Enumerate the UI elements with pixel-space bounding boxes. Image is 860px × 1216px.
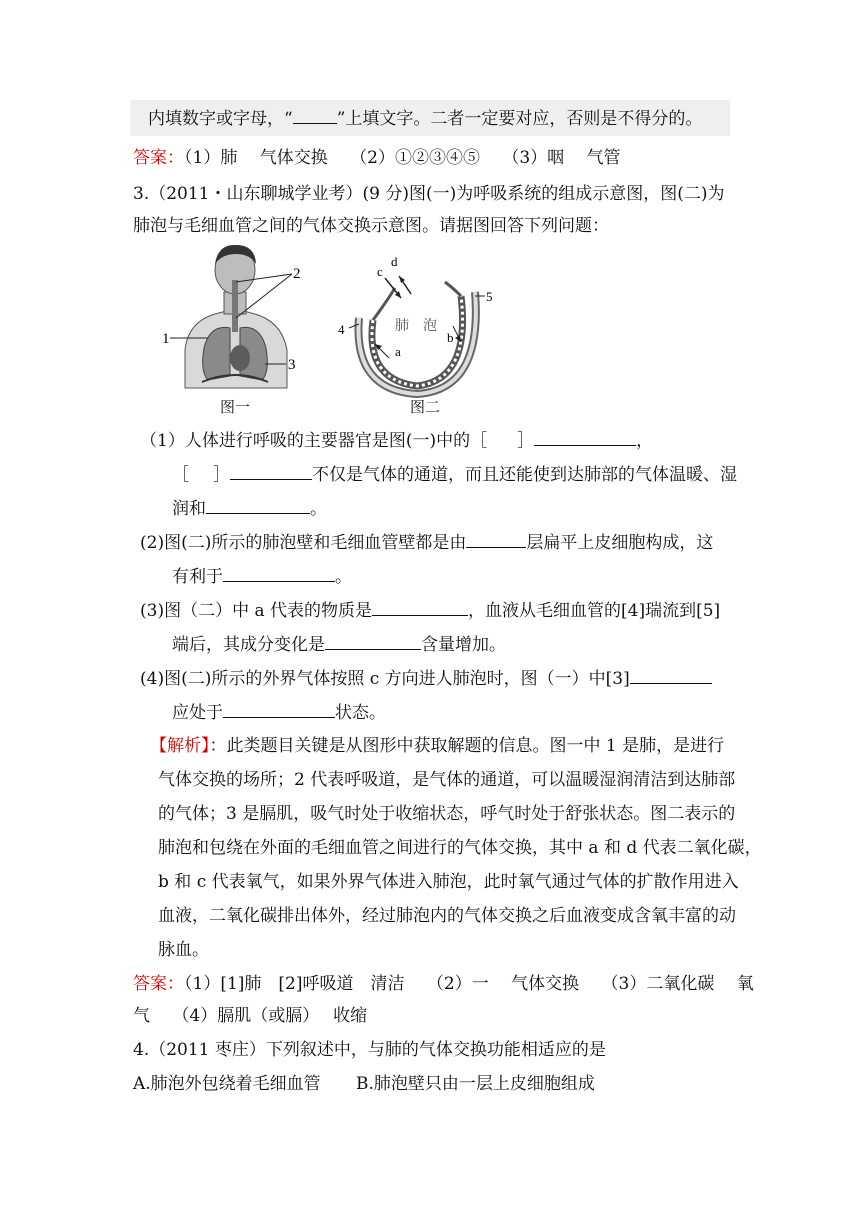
- sub-question-2-line2: 有利于 。: [172, 564, 352, 589]
- fig2-label-a: a: [395, 344, 401, 359]
- figure-2-caption: 图二: [410, 398, 441, 416]
- blank-4-state[interactable]: [223, 700, 335, 718]
- fig2-label-d: d: [391, 254, 398, 269]
- blank-4-structure[interactable]: [630, 666, 712, 684]
- blank-2-layers[interactable]: [466, 530, 526, 548]
- analysis-label: 【解析】: [150, 736, 210, 756]
- sub-question-1-line1: （1）人体进行呼吸的主要器官是图(一)中的［ ］ ，: [140, 428, 653, 453]
- analysis-line3: 的气体；3 是膈肌，吸气时处于收缩状态，呼气时处于舒张状态。图二表示的: [158, 804, 736, 824]
- q4-option-b[interactable]: B.肺泡壁只由一层上皮细胞组成: [356, 1074, 595, 1094]
- sub-question-4-line2: 应处于 状态。: [172, 700, 386, 725]
- fig2-label-c: c: [377, 264, 383, 279]
- blank-2-benefit[interactable]: [223, 564, 335, 582]
- fig2-alveolus-label: 肺 泡: [395, 318, 437, 334]
- q3-stem-line1: 3.（2011・山东聊城学业考）(9 分)图(一)为呼吸系统的组成示意图，图(二)为: [133, 184, 725, 204]
- analysis-line7: 脉血。: [158, 940, 209, 960]
- answer-q2: 答案：（1）肺 气体交换 （2）①②③④⑤ （3）咽 气管: [133, 148, 621, 168]
- fig2-label-4: 4: [338, 322, 345, 337]
- sub-question-3-line1: (3)图（二）中 a 代表的物质是 ，血液从毛细血管的[4]瑞流到[5]: [140, 598, 720, 623]
- fig1-label-2: 2: [293, 266, 301, 282]
- fig1-label-3: 3: [288, 357, 296, 373]
- q3-stem-line2: 肺泡与毛细血管之间的气体交换示意图。请据图回答下列问题：: [133, 216, 609, 236]
- analysis-line6: 血液，二氧化碳排出体外，经过肺泡内的气体交换之后血液变成含氧丰富的动: [158, 906, 736, 926]
- analysis-line2: 气体交换的场所；2 代表呼吸道，是气体的通道，可以温暖湿润清洁到达肺部: [158, 770, 736, 790]
- figure-1-caption: 图一: [220, 398, 251, 416]
- answer-q3-line2: 气 （4）膈肌（或膈） 收缩: [133, 1006, 368, 1026]
- sample-blank: [293, 106, 337, 124]
- blank-1-function[interactable]: [206, 496, 310, 514]
- fig2-label-b: b: [447, 330, 454, 345]
- q4-option-a[interactable]: A.肺泡外包绕着毛细血管: [133, 1074, 321, 1094]
- sub-question-3-line2: 端后，其成分变化是 含量增加。: [172, 632, 506, 657]
- sub-question-1-line2: ［ ］ 不仅是气体的通道，而且还能使到达肺部的气体温暖、湿: [172, 462, 737, 487]
- blank-1-airway[interactable]: [230, 462, 312, 480]
- sub-question-2-line1: (2)图(二)所示的肺泡壁和毛细血管壁都是由 层扁平上皮细胞构成，这: [140, 530, 713, 555]
- blank-3-change[interactable]: [325, 632, 421, 650]
- figure-1-respiratory-system: [160, 240, 310, 390]
- sub-question-1-line3: 润和 。: [172, 496, 327, 521]
- figure-2-alveolus-capillary: [335, 248, 495, 398]
- fig2-label-5: 5: [486, 289, 493, 304]
- blank-1-organ[interactable]: [534, 428, 636, 446]
- answer-label: 答案：: [133, 974, 184, 994]
- fig1-label-1: 1: [162, 331, 170, 347]
- analysis-line5: b 和 c 代表氧气，如果外界气体进入肺泡，此时氧气通过气体的扩散作用进入: [158, 872, 739, 892]
- analysis-line1: 【解析】：此类题目关键是从图形中获取解题的信息。图一中 1 是肺，是进行: [150, 736, 725, 756]
- blank-3-substance[interactable]: [372, 598, 468, 616]
- analysis-line4: 肺泡和包绕在外面的毛细血管之间进行的气体交换，其中 a 和 d 代表二氧化碳，: [158, 838, 762, 858]
- answer-q3-line1: 答案：（1）[1]肺 [2]呼吸道 清洁 （2）一 气体交换 （3）二氧化碳 氧: [133, 974, 754, 994]
- fill-instruction-note: 内填数字或字母，“ ”上填文字。二者一定要对应，否则是不得分的。: [148, 106, 702, 131]
- answer-label: 答案：: [133, 148, 184, 168]
- sub-question-4-line1: (4)图(二)所示的外界气体按照 c 方向进人肺泡时，图（一）中[3]: [140, 666, 712, 691]
- q4-stem: 4.（2011 枣庄）下列叙述中，与肺的气体交换功能相适应的是: [133, 1040, 606, 1060]
